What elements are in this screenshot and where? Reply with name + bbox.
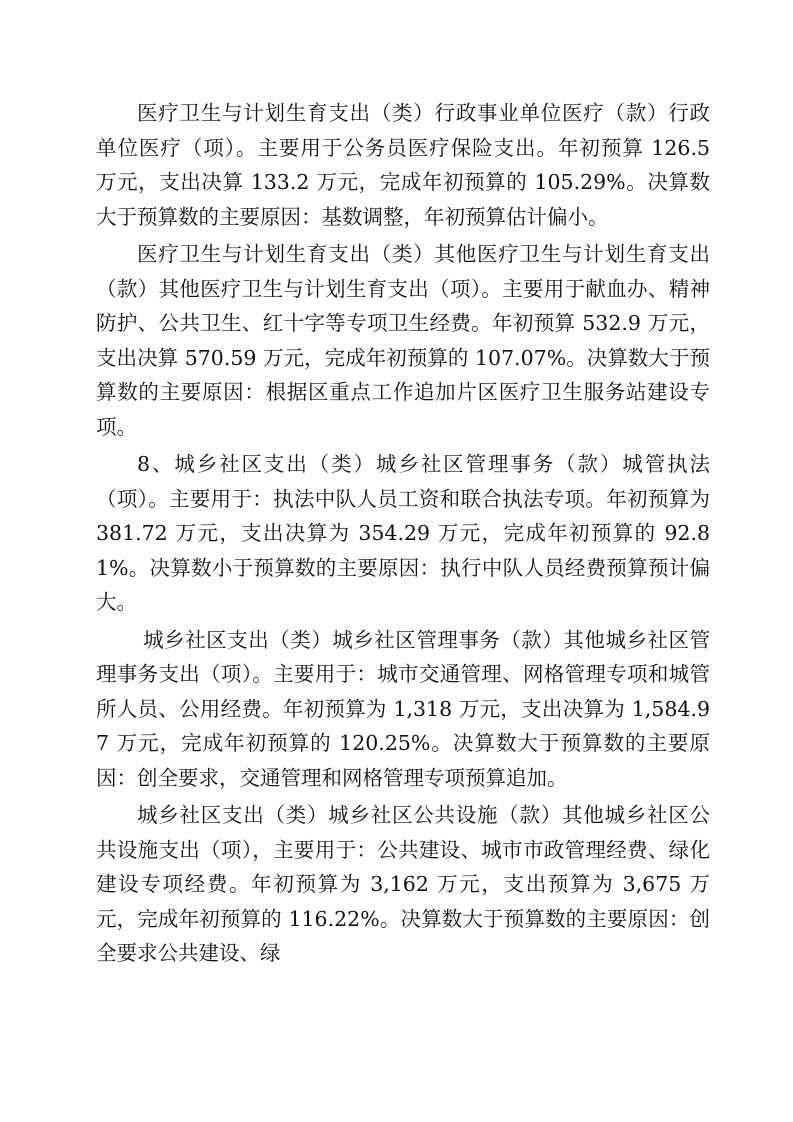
paragraph-medical-other: 医疗卫生与计划生育支出（类）其他医疗卫生与计划生育支出（款）其他医疗卫生与计划生育支出（项）。主要用于献血办、精神防护、公共卫生、红十字等专项卫生经费。年初预算 532.9 万元，支出决算 570.59 万元，完成年初预算的 107.07%。决算数大于预算数的主要原因：根据区重点工作追加片区医疗卫生服务站建设专项。 — [96, 242, 710, 439]
paragraph-urban-public-facilities: 城乡社区支出（类）城乡社区公共设施（款）其他城乡社区公共设施支出（项），主要用于：公共建设、城市市政管理经费、绿化建设专项经费。年初预算为 3,162 万元，支出预算为 3,675 万元，完成年初预算的 116.22%。决算数大于预算数的主要原因：创全要求公共建设、绿 — [96, 803, 710, 965]
paragraph-urban-enforcement: 8、城乡社区支出（类）城乡社区管理事务（款）城管执法（项）。主要用于：执法中队人员工资和联合执法专项。年初预算为 381.72 万元，支出决算为 354.29 万元，完成年初预算的 92.81%。决算数小于预算数的主要原因：执行中队人员经费预算预计偏大。 — [96, 452, 710, 614]
paragraph-urban-management-other: 城乡社区支出（类）城乡社区管理事务（款）其他城乡社区管理事务支出（项）。主要用于：城市交通管理、网格管理专项和城管所人员、公用经费。年初预算为 1,318 万元，支出决算为 1,584.97 万元，完成年初预算的 120.25%。决算数大于预算数的主要原因：创全要求，交通管理和网格管理专项预算追加。 — [96, 627, 710, 790]
paragraph-medical-admin: 医疗卫生与计划生育支出（类）行政事业单位医疗（款）行政单位医疗（项）。主要用于公务员医疗保险支出。年初预算 126.5 万元，支出决算 133.2 万元，完成年初预算的 105.29%。决算数大于预算数的主要原因：基数调整，年初预算估计偏小。 — [96, 101, 710, 229]
document-body — [96, 96, 710, 974]
